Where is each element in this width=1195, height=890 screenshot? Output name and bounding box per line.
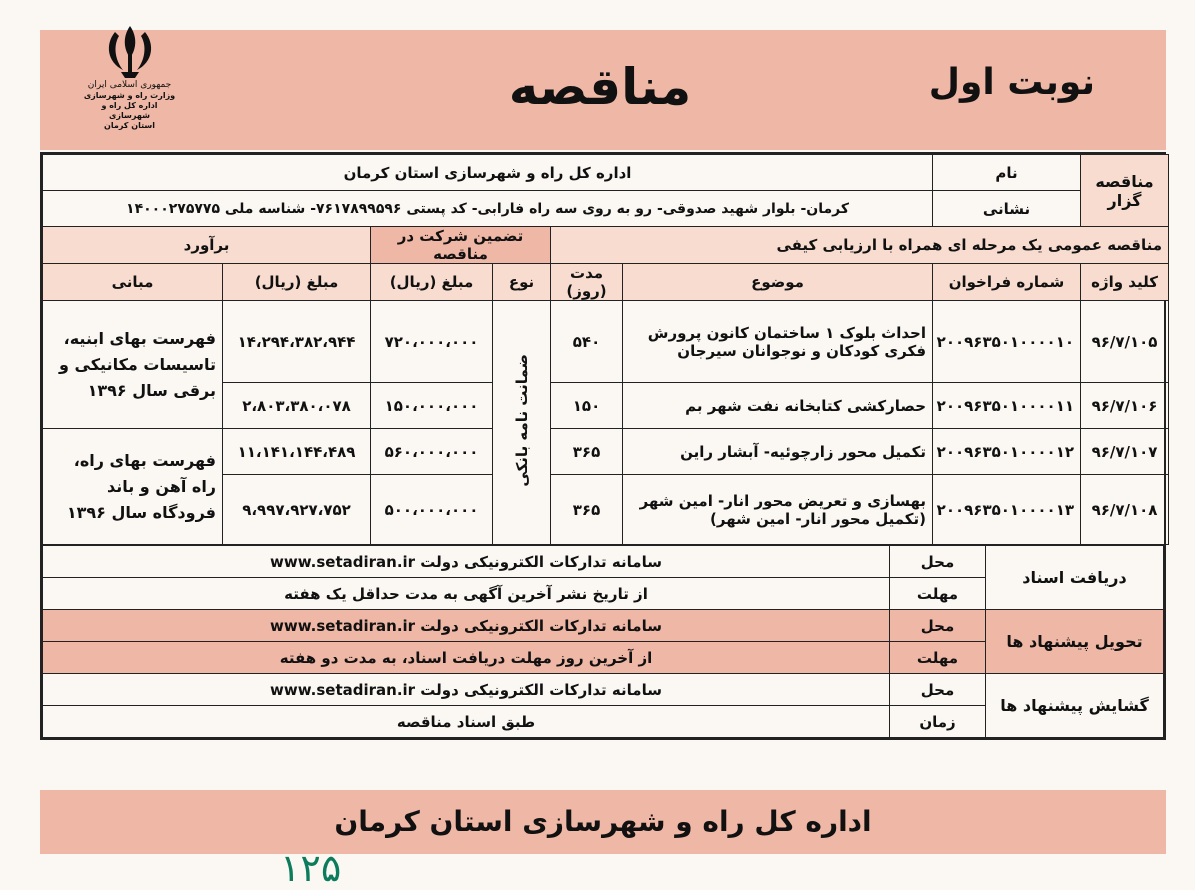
duration-cell: ۵۴۰ xyxy=(551,301,623,383)
issuer-address: کرمان- بلوار شهید صدوقی- رو به روی سه راه فارابی- کد پستی ۷۶۱۷۸۹۹۵۹۶- شناسه ملی ۱۴۰۰۰۲۷۵۷۷۵ xyxy=(43,191,933,227)
logo-line: وزارت راه و شهرسازی xyxy=(83,91,176,100)
submit-deadline: از آخرین روز مهلت دریافت اسناد، به مدت دو هفته xyxy=(43,642,890,674)
handwritten-number: ۱۲۵ xyxy=(280,846,342,890)
col-subject: موضوع xyxy=(623,264,933,301)
opening-time-label: زمان xyxy=(890,706,986,738)
submit-place: سامانه تدارکات الکترونیکی دولت www.setadiran.ir xyxy=(43,610,890,642)
estimate-amount-cell: ۱۱،۱۴۱،۱۴۴،۴۸۹ xyxy=(223,429,371,475)
col-guarantee-amount: مبلغ (ریال) xyxy=(371,264,493,301)
duration-cell: ۱۵۰ xyxy=(551,383,623,429)
table-row xyxy=(43,301,1169,383)
estimate-amount-cell: ۹،۹۹۷،۹۲۷،۷۵۲ xyxy=(223,475,371,545)
iran-emblem-icon xyxy=(99,22,161,80)
opening-place-label: محل xyxy=(890,674,986,706)
submit-place-label: محل xyxy=(890,610,986,642)
call-number-cell: ۲۰۰۹۶۳۵۰۱۰۰۰۰۱۳ xyxy=(933,475,1081,545)
receive-deadline: از تاریخ نشر آخرین آگهی به مدت حداقل یک هفته xyxy=(43,578,890,610)
subject-cell: احداث بلوک ۱ ساختمان کانون پرورش فکری کودکان و نوجوانان سیرجان xyxy=(623,301,933,383)
opening-place: سامانه تدارکات الکترونیکی دولت www.setadiran.ir xyxy=(43,674,890,706)
emblem-logo xyxy=(82,22,177,134)
round-label: نوبت اول xyxy=(928,62,1095,103)
table-row xyxy=(43,429,1169,475)
keyword-cell: ۹۶/۷/۱۰۶ xyxy=(1081,383,1169,429)
subject-cell: بهسازی و تعریض محور انار- امین شهر (تکمیل محور انار- امین شهر) xyxy=(623,475,933,545)
logo-line: استان کرمان xyxy=(104,121,155,130)
col-estimate-amount: مبلغ (ریال) xyxy=(223,264,371,301)
duration-cell: ۳۶۵ xyxy=(551,429,623,475)
guarantee-amount-cell: ۵۰۰،۰۰۰،۰۰۰ xyxy=(371,475,493,545)
call-number-cell: ۲۰۰۹۶۳۵۰۱۰۰۰۰۱۲ xyxy=(933,429,1081,475)
estimate-amount-cell: ۲،۸۰۳،۳۸۰،۰۷۸ xyxy=(223,383,371,429)
receive-docs-label: دریافت اسناد xyxy=(986,546,1164,610)
estimate-amount-cell: ۱۴،۲۹۴،۳۸۲،۹۴۴ xyxy=(223,301,371,383)
issuer-name-label: نام xyxy=(933,155,1081,191)
guarantee-amount-cell: ۵۶۰،۰۰۰،۰۰۰ xyxy=(371,429,493,475)
col-call-number: شماره فراخوان xyxy=(933,264,1081,301)
receive-place: سامانه تدارکات الکترونیکی دولت www.setadiran.ir xyxy=(43,546,890,578)
guarantee-amount-cell: ۱۵۰،۰۰۰،۰۰۰ xyxy=(371,383,493,429)
tender-table xyxy=(40,152,1166,740)
receive-place-label: محل xyxy=(890,546,986,578)
guarantee-type-cell xyxy=(493,301,551,545)
issuer-address-label: نشانی xyxy=(933,191,1081,227)
basis-cell: فهرست بهای راه، راه آهن و باند فرودگاه سال ۱۳۹۶ xyxy=(43,429,223,545)
guarantee-header: تضمین شرکت در مناقصه xyxy=(371,227,551,264)
guarantee-type-text: ضمانت نامه بانکی xyxy=(512,354,531,487)
col-basis: مبانی xyxy=(43,264,223,301)
duration-cell: ۳۶۵ xyxy=(551,475,623,545)
guarantee-amount-cell: ۷۲۰،۰۰۰،۰۰۰ xyxy=(371,301,493,383)
opening-time: طبق اسناد مناقصه xyxy=(43,706,890,738)
col-duration: مدت (روز) xyxy=(551,264,623,301)
page-title: مناقصه xyxy=(508,58,692,116)
issuer-label: مناقصه گزار xyxy=(1081,155,1169,227)
opening-label: گشایش پیشنهاد ها xyxy=(986,674,1164,738)
tender-type-header: مناقصه عمومی یک مرحله ای همراه با ارزیابی کیفی xyxy=(551,227,1169,264)
footer-banner: اداره کل راه و شهرسازی استان کرمان xyxy=(40,790,1166,854)
estimate-header: برآورد xyxy=(43,227,371,264)
submit-deadline-label: مهلت xyxy=(890,642,986,674)
issuer-name: اداره کل راه و شهرسازی استان کرمان xyxy=(43,155,933,191)
col-guarantee-type: نوع xyxy=(493,264,551,301)
col-keyword: کلید واژه xyxy=(1081,264,1169,301)
logo-line: جمهوری اسلامی ایران xyxy=(87,80,172,90)
logo-line: اداره کل راه و شهرسازی xyxy=(101,101,158,120)
submit-label: تحویل پیشنهاد ها xyxy=(986,610,1164,674)
keyword-cell: ۹۶/۷/۱۰۵ xyxy=(1081,301,1169,383)
keyword-cell: ۹۶/۷/۱۰۸ xyxy=(1081,475,1169,545)
subject-cell: تکمیل محور زارچوئیه- آبشار راین xyxy=(623,429,933,475)
keyword-cell: ۹۶/۷/۱۰۷ xyxy=(1081,429,1169,475)
call-number-cell: ۲۰۰۹۶۳۵۰۱۰۰۰۰۱۰ xyxy=(933,301,1081,383)
subject-cell: حصارکشی کتابخانه نفت شهر بم xyxy=(623,383,933,429)
call-number-cell: ۲۰۰۹۶۳۵۰۱۰۰۰۰۱۱ xyxy=(933,383,1081,429)
basis-cell: فهرست بهای ابنیه، تاسیسات مکانیکی و برقی سال ۱۳۹۶ xyxy=(43,301,223,429)
receive-deadline-label: مهلت xyxy=(890,578,986,610)
